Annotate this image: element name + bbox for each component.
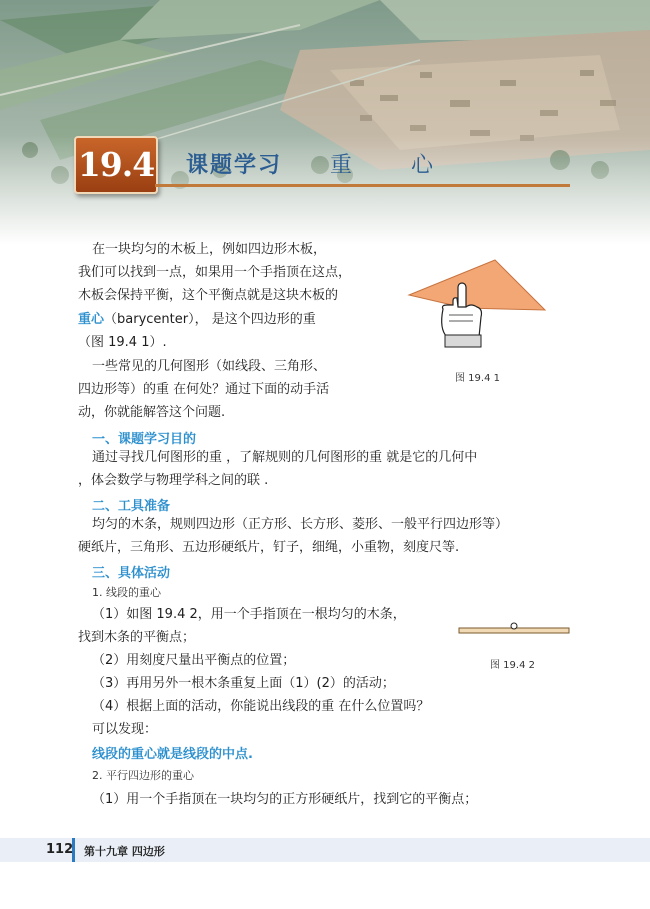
para2-line-1: 一些常见的几何图形（如线段、三角形、	[92, 359, 327, 374]
part2-heading: 二、工具准备	[92, 499, 171, 514]
page-number: 112	[46, 842, 74, 857]
part1-line-1: 通过寻找几何图形的重 ，了解规则的几何图形的重 就是它的几何中	[92, 450, 478, 465]
part2-line-2: 硬纸片，三角形、五边形硬纸片，钉子，细绳，小重物，刻度尺等.	[78, 540, 460, 555]
title-rule	[155, 184, 570, 187]
section-number-badge: 19.4	[74, 136, 158, 194]
header-banner	[0, 0, 650, 245]
conclusion: 线段的重心就是线段的中点.	[92, 747, 253, 762]
figure-2-caption: 图 19.4 2	[490, 660, 535, 671]
aerial-photo	[0, 0, 650, 245]
intro-line-2: 我们可以找到一点，如果用一个手指顶在这点，	[78, 265, 352, 280]
figure-quadrilateral-on-finger	[395, 245, 555, 350]
intro-line-1: 在一块均匀的木板上，例如四边形木板，	[92, 242, 327, 257]
term-barycenter: 重心	[78, 312, 105, 327]
section-subtitle: 重 心	[330, 153, 459, 178]
figure-stick-balance	[458, 620, 570, 640]
intro-line-5: （图 19.4 1）.	[78, 335, 167, 350]
part1-heading: 一、课题学习目的	[92, 432, 197, 447]
part3-sub1: 1. 线段的重心	[92, 586, 161, 599]
para2-line-2: 四边形等）的重 在何处？通过下面的动手活	[78, 382, 330, 397]
intro-line-3: 木板会保持平衡，这个平衡点就是这块木板的	[78, 288, 339, 303]
part3-sub2: 2. 平行四边形的重心	[92, 769, 194, 782]
step-2: （2）用刻度尺量出平衡点的位置；	[92, 653, 296, 668]
section-title: 课题学习	[186, 153, 283, 178]
part2-line-1: 均匀的木条，规则四边形（正方形、长方形、菱形、一般平行四边形等）	[92, 517, 509, 532]
step-4: （4）根据上面的活动，你能说出线段的重 在什么位置吗？	[92, 699, 430, 714]
step-1-cont: 找到木条的平衡点；	[78, 630, 196, 645]
step-3: （3）再用另外一根木条重复上面（1）(2）的活动；	[92, 676, 395, 691]
para2-line-3: 动，你就能解答这个问题.	[78, 405, 226, 420]
chapter-label: 第十九章 四边形	[84, 845, 165, 858]
part1-line-2: ，体会数学与物理学科之间的联 .	[78, 473, 269, 488]
intro-line-4-rest: （barycenter）， 是这个四边形的重	[104, 312, 316, 327]
step-1: （1）如图 19.4 2，用一个手指顶在一根均匀的木条，	[92, 607, 406, 622]
part3-heading: 三、具体活动	[92, 566, 171, 581]
figure-1-caption: 图 19.4 1	[455, 373, 500, 384]
discovery-label: 可以发现：	[92, 722, 158, 737]
intro-line-4	[78, 310, 316, 329]
step-last: （1）用一个手指顶在一块均匀的正方形硬纸片，找到它的平衡点；	[92, 792, 478, 807]
